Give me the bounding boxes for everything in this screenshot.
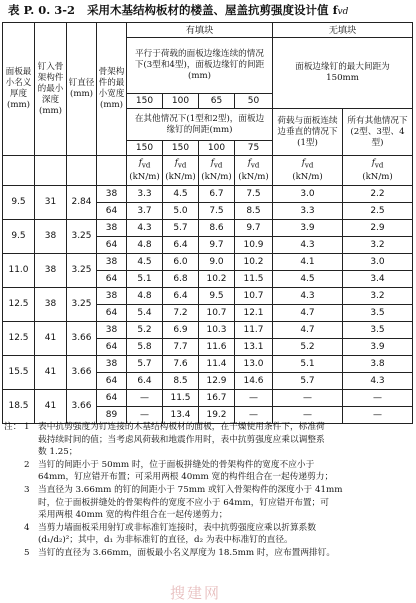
cell-strength-value: 13.4 <box>163 407 199 424</box>
note-line: 2 当钉的间距小于 50mm 时，位于面板拼缝处的骨架构件的宽度不应小于 <box>24 459 315 470</box>
header-blocked-case12: 在其他情况下(1型和2型)，面板边缘钉的间距(mm) <box>127 109 273 141</box>
cell-strength-value: 4.5 <box>163 186 199 203</box>
table-row <box>3 186 413 203</box>
cell-strength-value: 8.5 <box>163 373 199 390</box>
cell-nail-diameter: 3.66 <box>67 356 97 390</box>
header-unblocked-other: 所有其他情况下(2型、3型、4型) <box>343 109 413 156</box>
cell-strength-value: 11.5 <box>235 271 273 288</box>
cell-strength-value: 12.9 <box>199 373 235 390</box>
cell-nail-diameter: 3.25 <box>67 288 97 322</box>
cell-strength-value: 3.0 <box>273 186 343 203</box>
cell-strength-value: 8.6 <box>199 220 235 237</box>
note-line: 4 当剪力墙面板采用射钉或非标准钉连接时，表中抗剪强度应乘以折算系数 <box>24 522 316 533</box>
cell-thickness: 12.5 <box>3 288 35 322</box>
cell-frame-width: 64 <box>97 373 127 390</box>
header-nail-diameter: 钉直径(mm) <box>67 23 97 156</box>
cell-strength-value: 2.9 <box>343 220 413 237</box>
note-line: 5 当钉的直径为 3.66mm，面板最小名义厚度为 18.5mm 时，应布置两排钉。 <box>24 547 336 558</box>
header-unblocked-spacing: 面板边缘钉的最大间距为 150mm <box>273 38 413 109</box>
cell-strength-value: 5.0 <box>163 203 199 220</box>
spacing-bottom-3: 100 <box>199 141 235 156</box>
cell-thickness: 9.5 <box>3 220 35 254</box>
spacing-bottom-4: 75 <box>235 141 273 156</box>
cell-strength-value: 3.0 <box>343 254 413 271</box>
cell-strength-value: 10.7 <box>235 288 273 305</box>
header-frame-width: 骨架构件的最小宽度(mm) <box>97 23 127 156</box>
cell-strength-value: — <box>127 390 163 407</box>
cell-frame-width: 64 <box>97 390 127 407</box>
spacing-top-2: 100 <box>163 94 199 109</box>
table-row <box>3 288 413 305</box>
fvd-unit-header: $f_{vd}$ (kN/m) <box>343 156 413 186</box>
cell-strength-value: 9.7 <box>235 220 273 237</box>
spacing-bottom-2: 150 <box>163 141 199 156</box>
table-row <box>3 390 413 407</box>
cell-strength-value: — <box>273 390 343 407</box>
cell-strength-value: 4.3 <box>273 237 343 254</box>
cell-strength-value: 5.7 <box>127 356 163 373</box>
cell-frame-width: 64 <box>97 203 127 220</box>
cell-nail-depth: 38 <box>35 220 67 254</box>
cell-strength-value: 7.5 <box>235 186 273 203</box>
note-line: 数 1.25； <box>38 447 78 458</box>
fvd-unit-header: $f_{vd}$ (kN/m) <box>199 156 235 186</box>
cell-strength-value: 6.4 <box>163 288 199 305</box>
cell-strength-value: 10.9 <box>235 237 273 254</box>
cell-nail-diameter: 3.66 <box>67 390 97 424</box>
cell-nail-depth: 31 <box>35 186 67 220</box>
cell-strength-value: 7.2 <box>163 305 199 322</box>
cell-strength-value: 3.8 <box>343 356 413 373</box>
cell-strength-value: 9.5 <box>199 288 235 305</box>
table-row <box>3 356 413 373</box>
cell-strength-value: 6.9 <box>163 322 199 339</box>
cell-strength-value: 5.1 <box>273 356 343 373</box>
table-code: 表 P. 0. 3-2 <box>8 3 76 17</box>
cell-strength-value: 3.7 <box>127 203 163 220</box>
cell-frame-width: 38 <box>97 220 127 237</box>
cell-strength-value: 19.2 <box>199 407 235 424</box>
spacing-bottom-1: 150 <box>127 141 163 156</box>
cell-strength-value: 3.3 <box>127 186 163 203</box>
cell-strength-value: 5.4 <box>127 305 163 322</box>
cell-strength-value: 8.5 <box>235 203 273 220</box>
cell-nail-depth: 38 <box>35 288 67 322</box>
cell-strength-value: 3.2 <box>343 237 413 254</box>
cell-strength-value: — <box>273 407 343 424</box>
table-title-text: 采用木基结构板材的楼盖、屋盖抗剪强度设计值 f <box>87 3 338 17</box>
fvd-unit-header: $f_{vd}$ (kN/m) <box>127 156 163 186</box>
cell-strength-value: 10.3 <box>199 322 235 339</box>
cell-nail-diameter: 2.84 <box>67 186 97 220</box>
cell-strength-value: 9.0 <box>199 254 235 271</box>
cell-strength-value: 3.2 <box>343 288 413 305</box>
note-line: 3 当直径为 3.66mm 的钉的间距小于 75mm 或钉入骨架构件的深度小于 41mm <box>24 484 343 495</box>
cell-thickness: 18.5 <box>3 390 35 424</box>
cell-strength-value: — <box>235 390 273 407</box>
cell-strength-value: — <box>127 407 163 424</box>
cell-strength-value: 5.7 <box>273 373 343 390</box>
cell-thickness: 11.0 <box>3 254 35 288</box>
cell-nail-depth: 41 <box>35 322 67 356</box>
cell-strength-value: — <box>235 407 273 424</box>
cell-frame-width: 38 <box>97 288 127 305</box>
cell-strength-value: 9.7 <box>199 237 235 254</box>
table-row <box>3 254 413 271</box>
cell-strength-value: 6.0 <box>163 254 199 271</box>
cell-frame-width: 38 <box>97 356 127 373</box>
header-nail-depth: 钉入骨架构件的最小深度(mm) <box>35 23 67 156</box>
cell-strength-value: 10.2 <box>199 271 235 288</box>
cell-nail-depth: 38 <box>35 254 67 288</box>
cell-strength-value: 4.3 <box>343 373 413 390</box>
cell-strength-value: 4.7 <box>273 322 343 339</box>
cell-strength-value: 10.2 <box>235 254 273 271</box>
fvd-unit-header: $f_{vd}$ (kN/m) <box>273 156 343 186</box>
header-unblocked: 无填块 <box>273 23 413 38</box>
note-line: 注： 1 表中抗剪强度为钉连接的木基结构板材的面板，在干燥使用条件下，标准荷 <box>4 422 325 432</box>
cell-strength-value: 6.7 <box>199 186 235 203</box>
cell-strength-value: 4.7 <box>273 305 343 322</box>
cell-strength-value: 11.5 <box>163 390 199 407</box>
cell-strength-value: 6.4 <box>127 373 163 390</box>
cell-strength-value: 16.7 <box>199 390 235 407</box>
fvd-unit-header: $f_{vd}$ (kN/m) <box>235 156 273 186</box>
cell-frame-width: 89 <box>97 407 127 424</box>
cell-strength-value: 5.8 <box>127 339 163 356</box>
note-line: 时，位于面板拼缝处的骨架构件的宽度不应小于 64mm，钉应错开布置；可 <box>38 497 329 508</box>
cell-thickness: 15.5 <box>3 356 35 390</box>
header-panel-thickness: 面板最小名义厚度(mm) <box>3 23 35 156</box>
cell-strength-value: 14.6 <box>235 373 273 390</box>
cell-frame-width: 64 <box>97 339 127 356</box>
cell-nail-depth: 41 <box>35 356 67 390</box>
table-row <box>3 322 413 339</box>
cell-strength-value: 2.2 <box>343 186 413 203</box>
note-line: 64mm，钉应错开布置；可采用两根 40mm 宽的构件组合在一起传递剪力； <box>38 472 334 483</box>
cell-strength-value: 6.8 <box>163 271 199 288</box>
cell-strength-value: 3.9 <box>343 339 413 356</box>
cell-strength-value: 11.4 <box>199 356 235 373</box>
cell-strength-value: 2.5 <box>343 203 413 220</box>
table-row <box>3 220 413 237</box>
cell-strength-value: 7.7 <box>163 339 199 356</box>
note-line: 采用两根 40mm 宽的构件组合在一起传递剪力； <box>38 510 228 521</box>
cell-strength-value: 5.2 <box>127 322 163 339</box>
cell-strength-value: 4.8 <box>127 237 163 254</box>
cell-frame-width: 38 <box>97 322 127 339</box>
header-blocked-case34: 平行于荷载的面板边缘连续的情况下(3型和4型)，面板边缘钉的间距(mm) <box>127 38 273 94</box>
cell-frame-width: 38 <box>97 186 127 203</box>
cell-strength-value: — <box>343 407 413 424</box>
note-line: 载持续时间的值；当考虑风荷载和地震作用时，表中抗剪强度应乘以调整系 <box>38 434 325 445</box>
cell-thickness: 12.5 <box>3 322 35 356</box>
cell-nail-depth: 41 <box>35 390 67 424</box>
header-unblocked-case1: 荷载与面板连续边垂直的情况下(1型) <box>273 109 343 156</box>
cell-strength-value: 13.1 <box>235 339 273 356</box>
cell-strength-value: 3.4 <box>343 271 413 288</box>
cell-strength-value: 3.5 <box>343 305 413 322</box>
header-blocked: 有填块 <box>127 23 273 38</box>
spacing-top-4: 50 <box>235 94 273 109</box>
cell-strength-value: 3.3 <box>273 203 343 220</box>
table-title <box>0 2 416 18</box>
cell-strength-value: 5.2 <box>273 339 343 356</box>
cell-strength-value: 11.6 <box>199 339 235 356</box>
cell-nail-diameter: 3.25 <box>67 220 97 254</box>
cell-nail-diameter: 3.25 <box>67 254 97 288</box>
cell-frame-width: 64 <box>97 305 127 322</box>
cell-strength-value: 6.4 <box>163 237 199 254</box>
cell-strength-value: 3.9 <box>273 220 343 237</box>
spacing-top-3: 65 <box>199 94 235 109</box>
cell-strength-value: 5.1 <box>127 271 163 288</box>
fvd-unit-header: $f_{vd}$ (kN/m) <box>163 156 199 186</box>
cell-strength-value: 5.7 <box>163 220 199 237</box>
cell-thickness: 9.5 <box>3 186 35 220</box>
cell-strength-value: 10.7 <box>199 305 235 322</box>
cell-nail-diameter: 3.66 <box>67 322 97 356</box>
cell-strength-value: 4.3 <box>127 220 163 237</box>
watermark: 搜建网 <box>170 584 222 602</box>
strength-table <box>2 22 413 424</box>
notes-section <box>4 421 412 560</box>
cell-frame-width: 64 <box>97 271 127 288</box>
cell-strength-value: — <box>343 390 413 407</box>
cell-strength-value: 11.7 <box>235 322 273 339</box>
cell-strength-value: 4.8 <box>127 288 163 305</box>
cell-strength-value: 7.5 <box>199 203 235 220</box>
cell-strength-value: 4.5 <box>273 271 343 288</box>
cell-strength-value: 13.0 <box>235 356 273 373</box>
cell-strength-value: 4.1 <box>273 254 343 271</box>
table-title-sub: vd <box>337 7 349 17</box>
cell-strength-value: 4.5 <box>127 254 163 271</box>
cell-strength-value: 12.1 <box>235 305 273 322</box>
cell-strength-value: 4.3 <box>273 288 343 305</box>
cell-strength-value: 7.6 <box>163 356 199 373</box>
cell-strength-value: 3.5 <box>343 322 413 339</box>
note-line: (d₁/d₂)²；其中，d₁ 为非标准钉的直径，d₂ 为表中标准钉的直径。 <box>38 535 293 546</box>
spacing-top-1: 150 <box>127 94 163 109</box>
cell-frame-width: 38 <box>97 254 127 271</box>
cell-frame-width: 64 <box>97 237 127 254</box>
